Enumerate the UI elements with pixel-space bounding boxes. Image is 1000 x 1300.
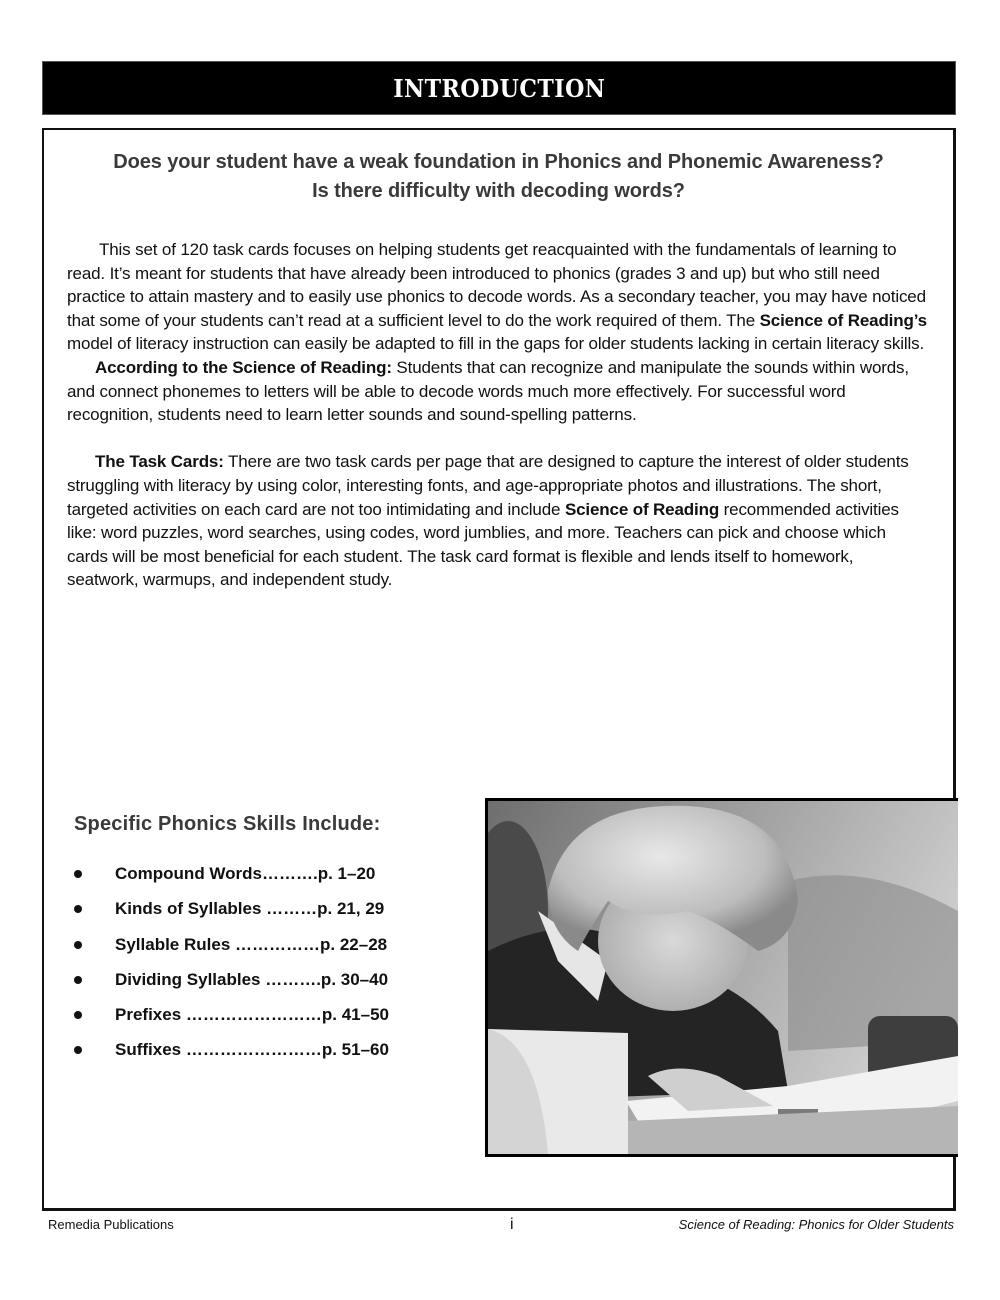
skill-label: Compound Words……….p. 1–20 [115, 864, 376, 883]
paragraph-text: model of literacy instruction can easily be adapted to fill in the gaps for older students lacking in certain literacy skills. [67, 334, 925, 354]
paragraph-text: recommended activities like: word puzzles, word searches, using codes, word jumblies, and more. Teachers can pick and choose which cards will be most beneficial for each student. The task card format is flexible and lends itself to homework, seatwork, warmups, and independent study. [67, 499, 899, 590]
page-footer [48, 1217, 954, 1237]
lead-line-1: Does your student have a weak foundation in Phonics and Phonemic Awareness? [113, 151, 884, 173]
page-title: INTRODUCTION [392, 73, 606, 103]
paragraph-bold: Science of Reading [564, 499, 720, 519]
paragraph-bold: Science of Reading’s [759, 310, 927, 330]
footer-publisher: Remedia Publications [48, 1217, 174, 1232]
skill-label: Kinds of Syllables ………p. 21, 29 [115, 899, 385, 919]
paragraph-heading: The Task Cards: [95, 452, 224, 472]
bullet-icon [74, 870, 82, 878]
student-reading-photo [485, 798, 958, 1157]
bullet-icon [74, 941, 82, 949]
skill-label: Prefixes ……………………p. 41–50 [115, 1005, 389, 1025]
skills-section [74, 813, 494, 1076]
paragraph-text: There are two task cards per page that are designed to capture the interest of older students struggling with literacy by using color, interesting fonts, and age-appropriate photos and illustrations. The short, targeted activities on each card are not too intimidating and include [67, 452, 909, 519]
content-box [42, 128, 956, 1211]
header-bar [42, 61, 956, 115]
paragraph-task-cards [67, 450, 927, 592]
footer-page-number: i [510, 1216, 514, 1233]
skill-item [74, 899, 494, 934]
photo-illustration [488, 801, 958, 1154]
lead-question [44, 148, 953, 206]
skills-list [74, 864, 494, 1076]
paragraph-text: This set of 120 task cards focuses on helping students get reacquainted with the fundamentals of learning to read. It’s meant for students that have already been introduced to phonics (grades 3 and up) but who still need practice to attain mastery and to easily use phonics to decode words. As a secondary teacher, you may have noticed that some of your students can’t read at a sufficient level to do the work required of them. The [67, 240, 926, 330]
skill-label: Suffixes ……………………p. 51–60 [115, 1040, 389, 1060]
paragraph-science-of-reading [67, 356, 927, 427]
skills-title: Specific Phonics Skills Include: [74, 813, 381, 835]
skill-item [74, 1005, 494, 1040]
skill-item [74, 970, 494, 1005]
skill-label: Syllable Rules ……………p. 22–28 [115, 934, 388, 954]
skill-item [74, 1040, 494, 1075]
footer-book-title: Science of Reading: Phonics for Older Students [678, 1217, 954, 1232]
skill-item [74, 935, 494, 970]
bullet-icon [74, 905, 82, 913]
paragraph-text: Students that can recognize and manipulate the sounds within words, and connect phonemes to letters will be able to decode words much more effectively. For successful word recognition, students need to learn letter sounds and sound-spelling patterns. [67, 357, 909, 425]
skill-label: Dividing Syllables ……….p. 30–40 [115, 969, 389, 989]
bullet-icon [74, 1046, 82, 1054]
skill-item [74, 864, 494, 899]
bullet-icon [74, 1011, 82, 1019]
paragraph-overview [67, 238, 927, 356]
bullet-icon [74, 976, 82, 984]
intro-body [67, 238, 927, 592]
lead-line-2: Is there difficulty with decoding words? [312, 180, 685, 202]
paragraph-heading: According to the Science of Reading: [95, 357, 392, 377]
